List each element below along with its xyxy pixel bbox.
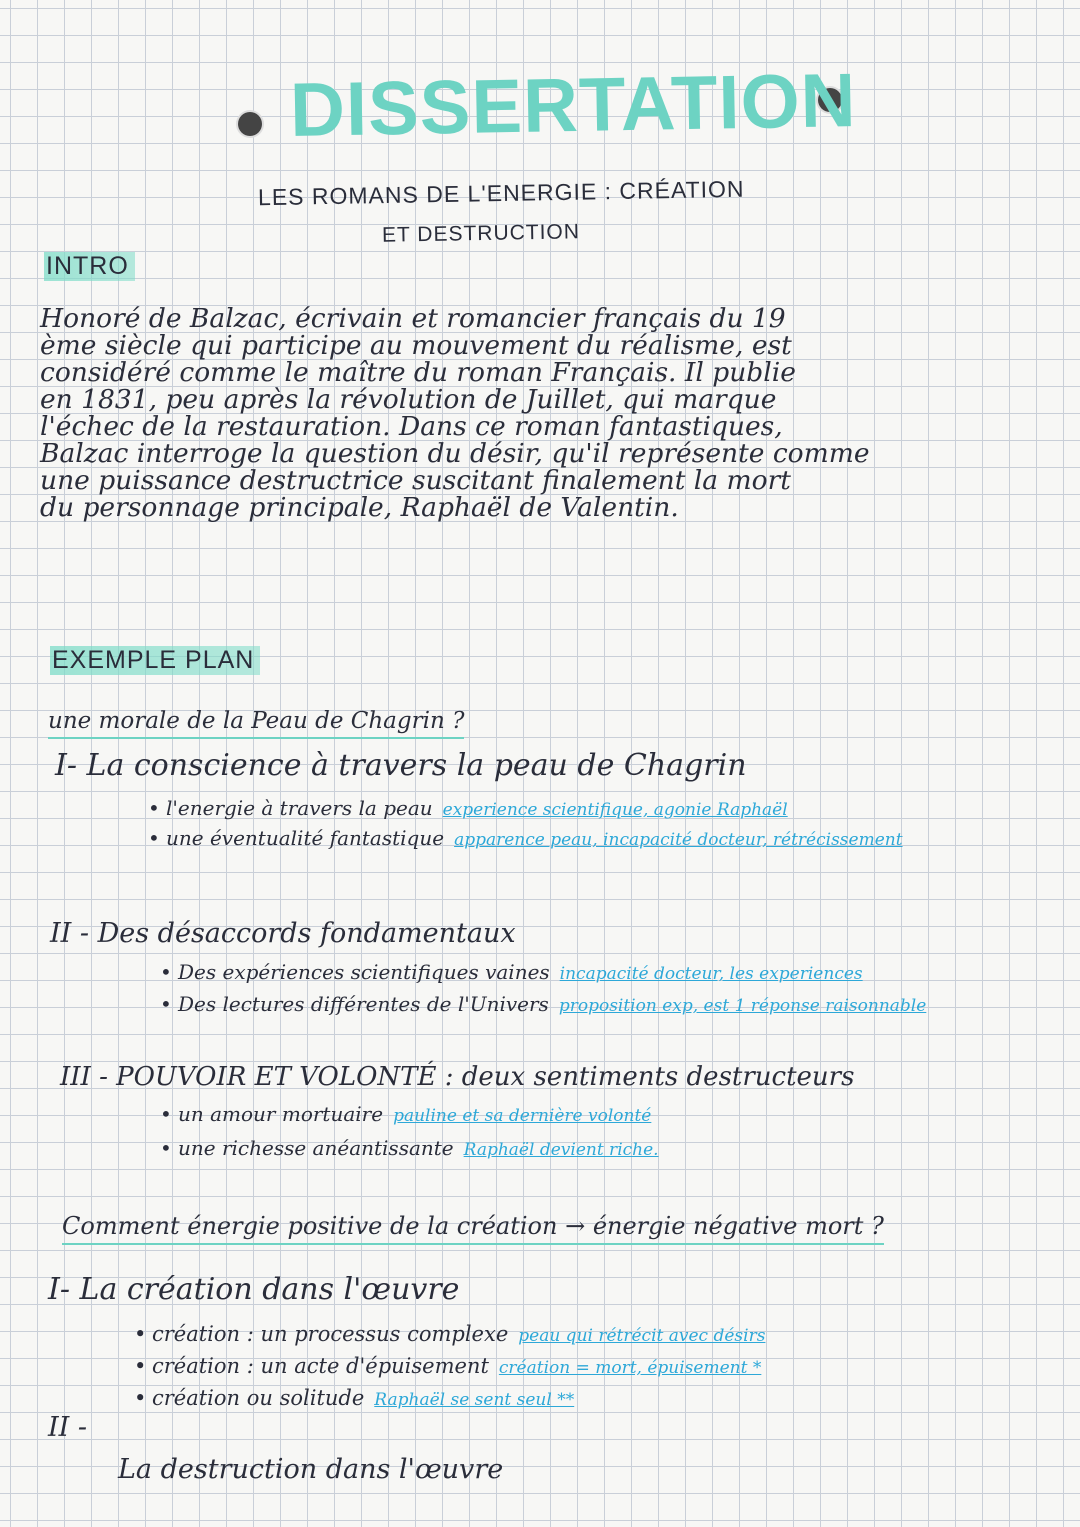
plan1-part-2-item: • Des expériences scientifiques vaines incapacité docteur, les experiences xyxy=(160,960,863,984)
plan1-part-1-heading: I- La conscience à travers la peau de Chagrin xyxy=(55,748,747,783)
bullet-text: une éventualité fantastique xyxy=(166,826,445,850)
bullet-note: création = mort, épuisement * xyxy=(498,1358,762,1378)
plan-label: EXEMPLE PLAN xyxy=(50,646,260,675)
bullet-text: création : un acte d'épuisement xyxy=(152,1354,489,1378)
intro-label: INTRO xyxy=(44,252,135,281)
intro-line: considéré comme le maître du roman Français. Il publie xyxy=(40,357,796,388)
bullet-note: experience scientifique, agonie Raphaël xyxy=(442,800,788,820)
bullet-note: apparence peau, incapacité docteur, rétrécissement xyxy=(454,830,903,850)
plan1-part-3-item: • une richesse anéantissante Raphaël devient riche. xyxy=(160,1136,659,1160)
plan2-part-2-number: II - xyxy=(48,1412,88,1443)
intro-paragraph xyxy=(40,305,1050,521)
punch-hole-left xyxy=(238,112,262,136)
plan1-part-1-item: • une éventualité fantastique apparence peau, incapacité docteur, rétrécissement xyxy=(148,826,903,850)
bullet-note: Raphaël se sent seul ** xyxy=(374,1390,575,1410)
plan1-part-2-item: • Des lectures différentes de l'Univers proposition exp, est 1 réponse raisonnable xyxy=(160,992,927,1016)
bullet-text: création : un processus complexe xyxy=(152,1322,509,1346)
intro-line: en 1831, peu après la révolution de Juillet, qui marque xyxy=(40,384,777,415)
bullet-note: proposition exp, est 1 réponse raisonnable xyxy=(558,996,927,1016)
plan2-question: Comment énergie positive de la création → énergie négative mort ? xyxy=(62,1212,884,1245)
plan2-part-2-heading: La destruction dans l'œuvre xyxy=(118,1454,504,1485)
subtitle-line-1: LES ROMANS DE L'ENERGIE : CRÉATION xyxy=(257,175,745,211)
bullet-text: l'energie à travers la peau xyxy=(166,796,433,820)
bullet-text: Des lectures différentes de l'Univers xyxy=(178,992,549,1016)
plan2-part-1-heading: I- La création dans l'œuvre xyxy=(48,1272,460,1307)
intro-line: ème siècle qui participe au mouvement du réalisme, est xyxy=(40,330,792,361)
bullet-text: Des expériences scientifiques vaines xyxy=(178,960,550,984)
intro-line: l'échec de la restauration. Dans ce roman fantastiques, xyxy=(40,411,783,442)
bullet-text: un amour mortuaire xyxy=(178,1102,384,1126)
page-title: DISSERTATION xyxy=(289,58,858,153)
bullet-note: peau qui rétrécit avec désirs xyxy=(518,1326,766,1346)
subtitle-line-2: ET DESTRUCTION xyxy=(381,220,581,247)
bullet-note: Raphaël devient riche. xyxy=(463,1140,659,1160)
plan1-part-2-heading: II - Des désaccords fondamentaux xyxy=(50,918,516,949)
intro-line: Honoré de Balzac, écrivain et romancier français du 19 xyxy=(40,303,786,334)
plan2-part-1-item: • création ou solitude Raphaël se sent seul ** xyxy=(134,1386,575,1410)
plan1-part-1-item: • l'energie à travers la peau experience scientifique, agonie Raphaël xyxy=(148,796,788,820)
plan1-question: une morale de la Peau de Chagrin ? xyxy=(48,708,464,739)
intro-line: une puissance destructrice suscitant finalement la mort xyxy=(40,465,791,496)
plan1-part-3-item: • un amour mortuaire pauline et sa dernière volonté xyxy=(160,1102,652,1126)
bullet-note: incapacité docteur, les experiences xyxy=(559,964,863,984)
bullet-text: une richesse anéantissante xyxy=(178,1136,454,1160)
bullet-text: création ou solitude xyxy=(152,1386,365,1410)
plan2-part-1-item: • création : un acte d'épuisement création = mort, épuisement * xyxy=(134,1354,762,1378)
plan1-part-3-heading: III - POUVOIR ET VOLONTÉ : deux sentiments destructeurs xyxy=(60,1062,855,1092)
intro-line: du personnage principale, Raphaël de Valentin. xyxy=(40,492,679,523)
bullet-note: pauline et sa dernière volonté xyxy=(393,1106,652,1126)
intro-line: Balzac interroge la question du désir, qu'il représente comme xyxy=(40,438,870,469)
plan2-part-1-item: • création : un processus complexe peau qui rétrécit avec désirs xyxy=(134,1322,766,1346)
